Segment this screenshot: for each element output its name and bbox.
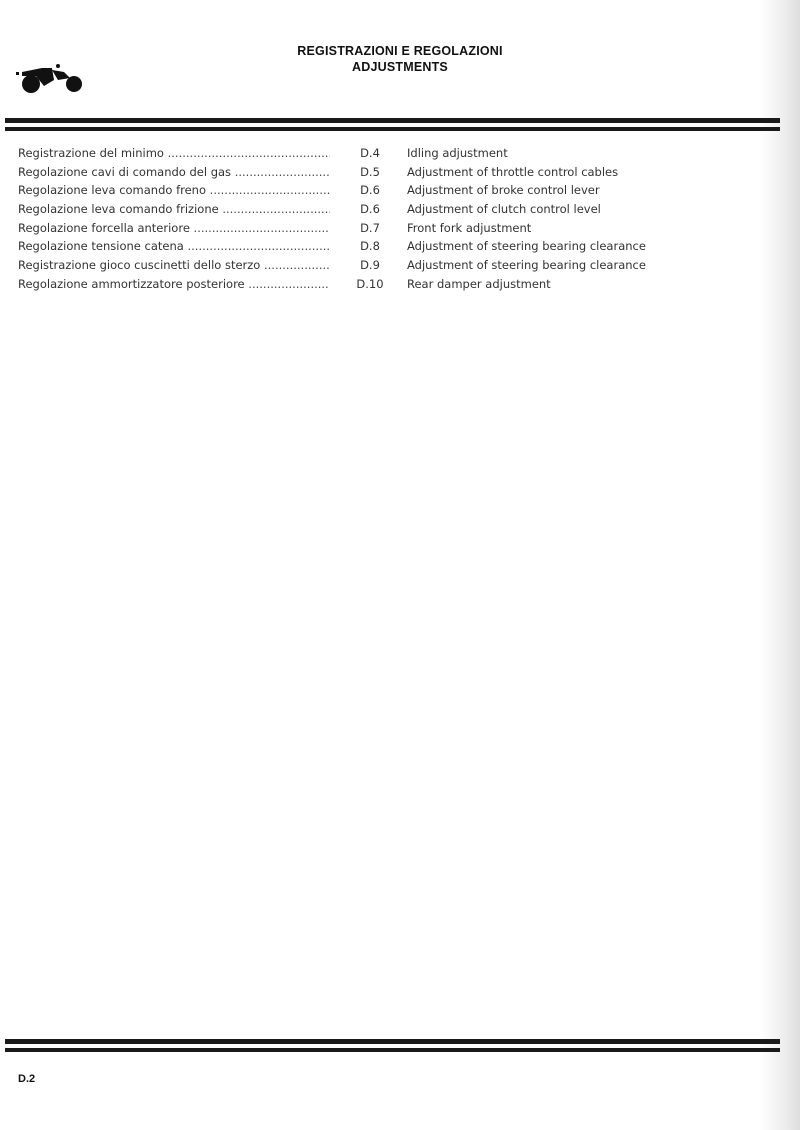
toc-row	[18, 163, 658, 182]
toc-italian: Regolazione tensione catena .....	[18, 237, 330, 256]
toc-row	[18, 144, 658, 163]
toc-page: D.8	[360, 239, 380, 254]
toc-page: D.6	[360, 202, 380, 217]
header-rule-top	[5, 118, 780, 123]
section-title-english: ADJUSTMENTS	[352, 60, 448, 74]
scan-edge-shadow	[760, 0, 800, 1130]
toc-row	[18, 181, 658, 200]
motorcycle-icon	[14, 62, 84, 94]
toc-english: Front fork adjustment	[407, 220, 532, 235]
page-number: D.2	[18, 1073, 36, 1085]
toc-row	[18, 256, 658, 275]
table-of-contents	[18, 144, 658, 294]
toc-english: Adjustment of clutch control level	[407, 202, 601, 217]
toc-page: D.5	[360, 164, 380, 179]
toc-italian: Registrazione gioco cuscinetti dello sterzo .....	[18, 256, 330, 275]
toc-italian: Regolazione leva comando freno .....	[18, 181, 330, 200]
section-title-italian: REGISTRAZIONI E REGOLAZIONI	[297, 44, 503, 58]
toc-page: D.10	[356, 276, 384, 291]
toc-row	[18, 200, 658, 219]
toc-italian: Regolazione forcella anteriore .....	[18, 219, 330, 238]
footer-rule-top	[5, 1039, 780, 1044]
toc-italian: Regolazione ammortizzatore posteriore .....	[18, 275, 330, 294]
toc-italian: Regolazione leva comando frizione .....	[18, 200, 330, 219]
toc-page: D.6	[360, 183, 380, 198]
header-rule-bottom	[5, 127, 780, 131]
footer-rule-bottom	[5, 1048, 780, 1052]
toc-row	[18, 237, 658, 256]
toc-english: Idling adjustment	[407, 146, 508, 160]
toc-english: Adjustment of throttle control cables	[407, 164, 619, 179]
toc-page: D.9	[360, 258, 380, 273]
toc-english: Rear damper adjustment	[407, 276, 551, 291]
toc-italian: Regolazione cavi di comando del gas .....	[18, 163, 330, 182]
toc-row	[18, 219, 658, 238]
toc-page: D.4	[360, 146, 380, 160]
toc-english: Adjustment of steering bearing clearance	[407, 239, 646, 254]
toc-english: Adjustment of steering bearing clearance	[407, 258, 646, 273]
toc-row	[18, 275, 658, 294]
toc-page: D.7	[360, 220, 380, 235]
toc-english: Adjustment of broke control lever	[407, 183, 600, 198]
toc-italian: Registrazione del minimo .....	[18, 144, 330, 163]
